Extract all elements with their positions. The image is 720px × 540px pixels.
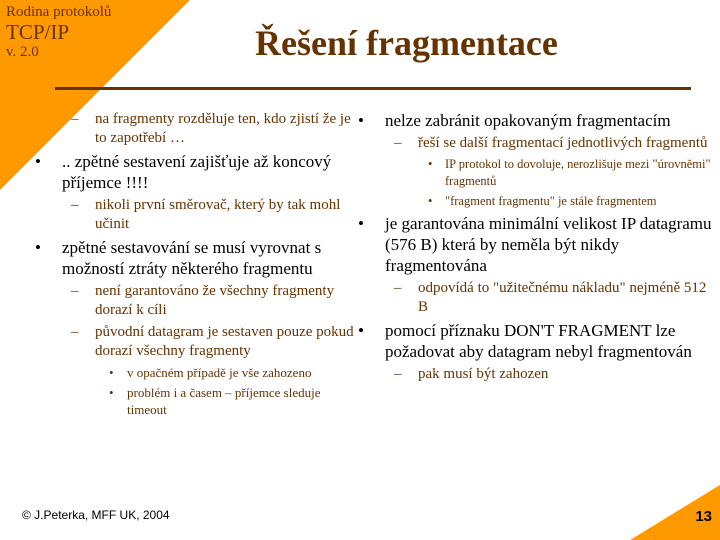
bullet-item: • pomocí příznaku DON'T FRAGMENT lze požadovat aby datagram nebyl fragmentován: [348, 320, 713, 362]
series-protocol: TCP/IP: [6, 20, 70, 44]
bullet-item: – nikoli první směrovač, který by tak mohl učinit: [25, 196, 355, 234]
bullet-item: • "fragment fragmentu" je stále fragmentem: [348, 193, 713, 210]
left-column: [25, 110, 355, 421]
series-name: Rodina protokolů: [6, 4, 112, 20]
bullet-item: – odpovídá to "užitečnému nákladu" nejméně 512 B: [348, 279, 713, 317]
footer-copyright: © J.Peterka, MFF UK, 2004: [22, 508, 170, 522]
page-number: 13: [695, 508, 712, 525]
slide-title: Řešení fragmentace: [255, 23, 558, 63]
series-version: v. 2.0: [6, 44, 39, 60]
bullet-item: • je garantována minimální velikost IP datagramu (576 B) která by neměla být nikdy fragmentována: [348, 213, 713, 276]
bullet-item: – původní datagram je sestaven pouze pokud dorazí všechny fragmenty: [25, 323, 355, 361]
bullet-item: • zpětné sestavování se musí vyrovnat s možností ztráty některého fragmentu: [25, 237, 355, 279]
bullet-item: • problém i a časem – příjemce sleduje timeout: [25, 384, 355, 418]
bullet-item: • IP protokol to dovoluje, nerozlišuje mezi "úrovněmi" fragmentů: [348, 156, 713, 190]
bullet-item: – na fragmenty rozděluje ten, kdo zjistí že je to zapotřebí …: [25, 110, 355, 148]
series-brand: [6, 4, 111, 61]
title-divider: [55, 87, 691, 90]
bullet-item: – není garantováno že všechny fragmenty dorazí k cíli: [25, 282, 355, 320]
bullet-item: • .. zpětné sestavení zajišťuje až koncový příjemce !!!!: [25, 151, 355, 193]
bullet-item: • nelze zabránit opakovaným fragmentacím: [348, 110, 713, 131]
bullet-item: • v opačném případě je vše zahozeno: [25, 364, 355, 381]
right-column: [348, 110, 713, 387]
bullet-item: – řeší se další fragmentací jednotlivých fragmentů: [348, 134, 713, 153]
bullet-item: – pak musí být zahozen: [348, 365, 713, 384]
